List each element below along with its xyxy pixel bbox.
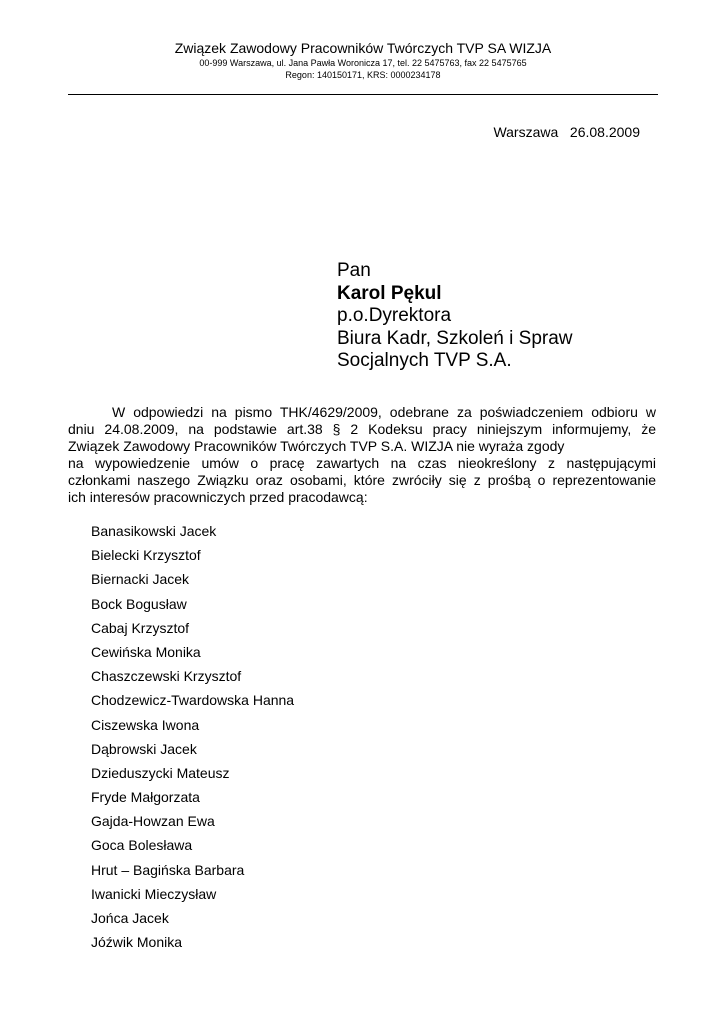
body-line: na wypowiedzenie umów o pracę zawartych na czas nieokreślony z następującymi [68,454,656,471]
member-item: Cabaj Krzysztof [91,619,190,636]
organization-registry: Regon: 140150171, KRS: 0000234178 [285,70,441,80]
member-item: Ciszewska Iwona [91,716,200,733]
member-item: Goca Bolesława [91,837,193,854]
letterhead-divider [68,94,658,95]
body-line: członkami naszego Związku oraz osobami, które zwróciły się z prośbą o reprezentowanie [68,471,656,488]
addressee-department-line-1: Biura Kadr, Szkoleń i Spraw [337,327,573,349]
letter-body [68,404,656,505]
member-item: Hrut – Bagińska Barbara [91,861,245,878]
addressee-name: Karol Pękul [337,282,442,304]
organization-address: 00-999 Warszawa, ul. Jana Pawła Woronicza 17, tel. 22 5475763, fax 22 5475765 [199,58,527,68]
organization-name: Związek Zawodowy Pracowników Twórczych TVP SA WIZJA [174,40,552,56]
member-item: Cewińska Monika [91,643,201,660]
body-line: Związek Zawodowy Pracowników Twórczych TVP S.A. WIZJA nie wyraża zgody [68,437,565,454]
place-and-date: Warszawa 26.08.2009 [493,124,640,140]
member-item: Gajda-Howzan Ewa [91,813,215,830]
body-line: dniu 24.08.2009, na podstawie art.38 § 2 Kodeksu pracy niniejszym informujemy, że [68,420,656,437]
member-item: Dąbrowski Jacek [91,740,197,757]
member-item: Chodzewicz-Twardowska Hanna [91,692,295,709]
addressee-department-line-2: Socjalnych TVP S.A. [337,350,512,371]
member-item: Jońca Jacek [91,910,169,926]
member-item: Jóźwik Monika [91,934,183,951]
addressee-block [337,260,573,373]
body-line: W odpowiedzi na pismo THK/4629/2009, odebrane za poświadczeniem odbioru w [112,404,656,420]
member-item: Bock Bogusław [91,595,187,612]
member-item: Banasikowski Jacek [91,523,217,539]
addressee-salutation: Pan [337,260,371,281]
member-item: Chaszczewski Krzysztof [91,668,242,685]
body-line: ich interesów pracowniczych przed pracodawcą: [68,488,368,505]
member-item: Bielecki Krzysztof [91,547,201,564]
addressee-position: p.o.Dyrektora [337,305,452,326]
member-item: Fryde Małgorzata [91,789,200,806]
letterhead [68,40,658,81]
member-item: Dzieduszycki Mateusz [91,764,230,781]
member-item: Iwanicki Mieczysław [91,885,217,902]
member-item: Biernacki Jacek [91,571,190,588]
members-list [91,523,294,958]
